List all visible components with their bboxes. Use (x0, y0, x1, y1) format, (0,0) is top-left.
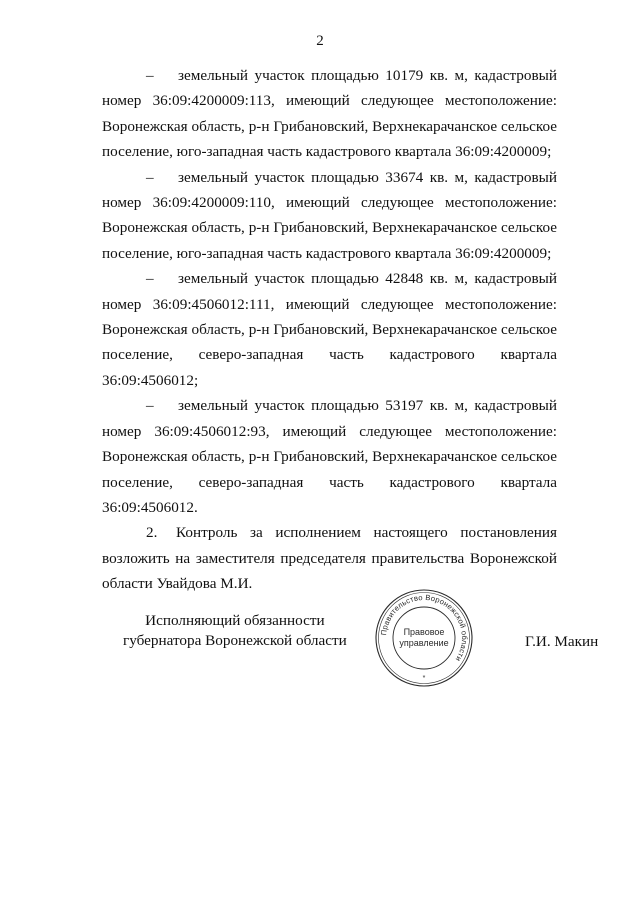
stamp-star: * (422, 675, 426, 682)
list-item-2 (102, 165, 557, 267)
dash-marker: – (146, 397, 154, 415)
document-body (102, 63, 557, 597)
list-item-4 (102, 393, 557, 520)
signature-position (123, 611, 347, 651)
stamp-outer-text: Правительство Воронежской области (379, 592, 470, 664)
dash-marker: – (146, 168, 154, 186)
page-number: 2 (316, 33, 324, 49)
list-item-text: земельный участок площадью 10179 кв. м, кадастровый номер 36:09:4200009:113, имеющий следующее местоположение: Воронежская область, р-н Грибановский, Верхнекарачанское сельское поселение, юго-западная часть кадастрового квартала 36:09:4200009; (102, 67, 557, 161)
stamp-inner-text-1: Правовое (403, 627, 445, 637)
position-line-2: губернатора Воронежской области (123, 632, 347, 649)
paragraph-2 (102, 520, 557, 596)
list-item-text: земельный участок площадью 53197 кв. м, кадастровый номер 36:09:4506012:93, имеющий следующее местоположение: Воронежская область, р-н Грибановский, Верхнекарачанское сельское поселение, северо-западная часть кадастрового квартала 36:09:4506012. (102, 397, 557, 516)
official-stamp (374, 588, 474, 688)
dash-marker: – (146, 67, 154, 84)
list-item-text: земельный участок площадью 33674 кв. м, кадастровый номер 36:09:4200009:110, имеющий следующее местоположение: Воронежская область, р-н Грибановский, Верхнекарачанское сельское поселение, юго-западная часть кадастрового квартала 36:09:4200009; (102, 168, 557, 262)
dash-marker: – (146, 270, 154, 288)
list-item-1 (102, 63, 557, 165)
list-item-text: земельный участок площадью 42848 кв. м, кадастровый номер 36:09:4506012:111, имеющий следующее местоположение: Воронежская область, р-н Грибановский, Верхнекарачанское сельское поселение, северо-западная часть кадастрового квартала 36:09:4506012; (102, 270, 557, 389)
paragraph-text: Контроль за исполнением настоящего постановления возложить на заместителя председателя правительства Воронежской области Увайдова М.И. (102, 524, 557, 593)
paragraph-number: 2. (146, 524, 158, 542)
signer-name: Г.И. Макин (525, 633, 599, 650)
position-line-1: Исполняющий обязанности (145, 612, 325, 629)
stamp-inner-text-2: управление (399, 638, 449, 648)
list-item-3 (102, 266, 557, 393)
